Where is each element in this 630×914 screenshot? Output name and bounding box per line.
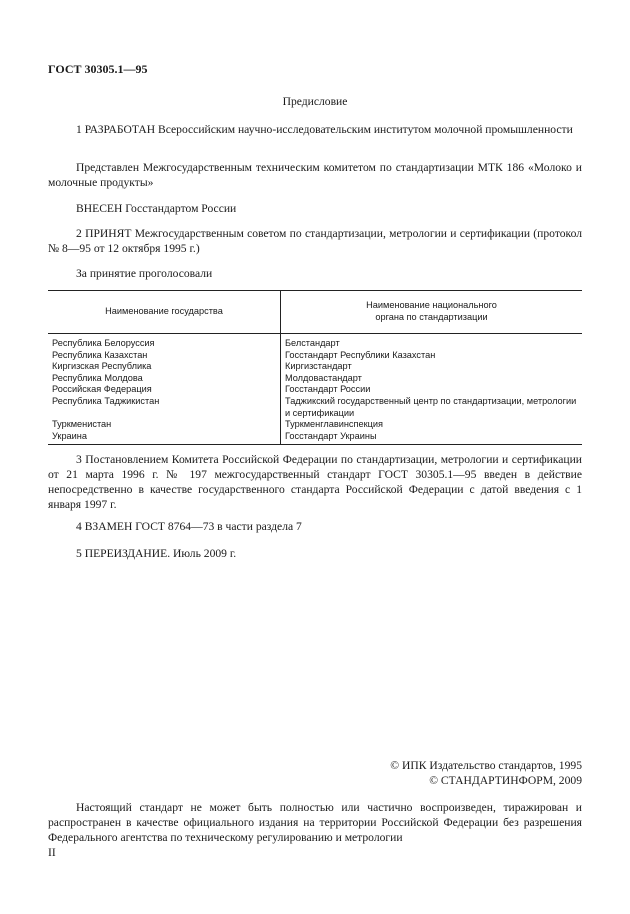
table-row [48, 334, 582, 350]
paragraph-presented [48, 160, 582, 190]
copyright-block [390, 758, 582, 788]
paragraph-developed [48, 122, 582, 137]
table-cell-state: Республика Казахстан [52, 349, 148, 360]
paragraph-reissue-text: 5 ПЕРЕИЗДАНИЕ. Июль 2009 г. [76, 547, 237, 560]
paragraph-adopted-text: 2 ПРИНЯТ Межгосударственным советом по стандартизации, метрологии и сертификации (протокол № 8—95 от 12 октября 1995 г.) [48, 227, 582, 255]
table-cell-state: Республика Таджикистан [52, 395, 160, 406]
page-title: Предисловие [282, 95, 348, 108]
table-cell-body: Белстандарт [281, 334, 583, 350]
paragraph-replaces-text: 4 ВЗАМЕН ГОСТ 8764—73 в части раздела 7 [76, 520, 302, 533]
table-cell-body: Госстандарт Украины [281, 431, 583, 445]
table-row [48, 396, 582, 419]
paragraph-resolution [48, 452, 582, 512]
paragraph-voted-text: За принятие проголосовали [76, 267, 213, 280]
reproduction-notice-text: Настоящий стандарт не может быть полностью или частично воспроизведен, тиражирован и распространен в качестве официального издания на территории Российской Федерации без разрешения Федерального агентства по техническому регулированию и метрологии [48, 801, 582, 844]
paragraph-replaces [48, 519, 582, 534]
standard-code-header: ГОСТ 30305.1—95 [48, 62, 148, 76]
paragraph-resolution-text: 3 Постановлением Комитета Российской Федерации по стандартизации, метрологии и сертификации от 21 марта 1996 г. № 197 межгосударственный стандарт ГОСТ 30305.1—95 введен в действие непосредственно в качестве государственного стандарта Российской Федерации с датой введения с 1 января 1997 г. [48, 453, 582, 511]
table-row [48, 361, 582, 373]
table-header-body [281, 291, 583, 334]
paragraph-voted [48, 266, 582, 281]
page-number: II [48, 846, 56, 859]
table-cell-body: Молдовастандарт [281, 373, 583, 385]
paragraph-introduced-text: ВНЕСЕН Госстандартом России [76, 202, 237, 215]
table-header-body-text: Наименование национального органа по стандартизации [366, 300, 497, 322]
copyright-line-1: © ИПК Издательство стандартов, 1995 [390, 759, 582, 772]
copyright-line-2: © СТАНДАРТИНФОРМ, 2009 [429, 774, 582, 787]
paragraph-reissue [48, 546, 582, 561]
table-row [48, 373, 582, 385]
states-table [48, 290, 582, 445]
table-header-state: Наименование государства [48, 291, 281, 334]
table-cell-state: Российская Федерация [52, 384, 152, 395]
table-cell-body: Киргизстандарт [281, 361, 583, 373]
table-cell-body: Госстандарт России [281, 384, 583, 396]
table-cell-state: Киргизская Республика [52, 361, 152, 372]
table-cell-state: Республика Белоруссия [52, 338, 155, 348]
table-row [48, 419, 582, 431]
paragraph-adopted [48, 226, 582, 256]
table-row [48, 431, 582, 445]
table-cell-body: Туркменглавинспекция [281, 419, 583, 431]
table-cell-state: Республика Молдова [52, 372, 143, 383]
reproduction-notice [48, 800, 582, 845]
table-cell-body: Таджикский государственный центр по стандартизации, метрологии и сертификации [281, 396, 583, 419]
table-cell-state: Украина [48, 431, 281, 445]
table-header-row [48, 291, 582, 334]
paragraph-presented-text: Представлен Межгосударственным техническим комитетом по стандартизации МТК 186 «Молоко и молочные продукты» [48, 161, 582, 189]
paragraph-developed-text: 1 РАЗРАБОТАН Всероссийским научно-исследовательским институтом молочной промышленности [76, 123, 573, 136]
table-row [48, 384, 582, 396]
table-cell-body: Госстандарт Республики Казахстан [281, 350, 583, 362]
table-cell-state: Туркменистан [52, 419, 112, 430]
table-row [48, 350, 582, 362]
paragraph-introduced [48, 201, 582, 216]
